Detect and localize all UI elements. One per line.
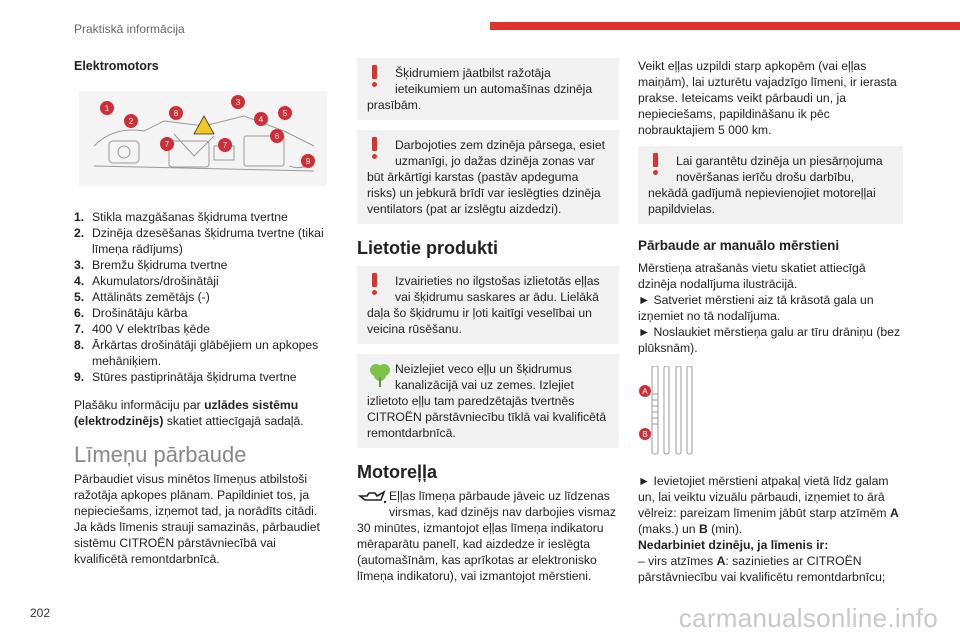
topup-para: Veikt eļļas uzpildi starp apkopēm (vai eļļas maiņām), lai uzturētu vajadzīgo līmeni, ir ierasta prakse. Ieteicams veikt pārbaudi un, ja nepieciešams, papildināšanu ik pēc nobrauktajiem 5 000 km. — [638, 59, 897, 137]
products-title: Lietotie produkti — [357, 238, 498, 258]
oil-check-text: Eļļas līmeņa pārbaude jāveic uz līdzenas virsmas, kad dzinējs nav darbojies vismaz 30 minūtes, izmantojot eļļas līmeņa indikatoru mēraparātu panelī, kad aizdedze ir ieslēgta (automašīnām, kas aprīkotas ar elektronisko līmeņa indikatoru), vai izmantojot mērstieni. — [357, 489, 616, 583]
badge-1: 1 — [104, 104, 110, 113]
dipstick-illustration — [638, 366, 708, 461]
list-item: 1. Stikla mazgāšanas šķidruma tvertne — [74, 210, 288, 224]
list-item: 6. Drošinātāju kārba — [74, 306, 188, 320]
watermark: carmanualsonline.info — [678, 603, 938, 633]
oil-can-icon — [357, 488, 389, 516]
header-accent-bar — [490, 22, 960, 30]
warning-icon — [367, 65, 395, 97]
mark-b-label: B — [642, 430, 648, 439]
eco-box — [357, 354, 619, 448]
list-item: 7. 400 V elektrības ķēde — [74, 322, 210, 336]
warning-text: Darbojoties zem dzinēja pārsega, esiet uzmanīgi, jo dažas dzinēja zonas var būt ārkārtīgi karstas (pastāv apdeguma risks) un jebkurā brīdī var ieslēgties dzinēja ventilators (pat ar izslēgtu aizdedzi). — [367, 138, 606, 216]
engine-heading: Elektromotors — [74, 59, 159, 73]
warning-box-fluids — [357, 58, 619, 120]
warning-box-additives — [638, 146, 903, 224]
eco-leaf-icon — [367, 361, 395, 393]
badge-3: 3 — [235, 98, 241, 107]
list-item: 3. Bremžu šķidruma tvertne — [74, 258, 228, 272]
dipstick-step-2: ► Noslaukiet mērstieņa galu ar tīru drāniņu (bez plūksnām). — [638, 325, 901, 355]
list-item: 9. Stūres pastiprinātāja šķidruma tvertne — [74, 370, 297, 384]
list-item: 2. Dzinēja dzesēšanas šķidruma tvertne (tikai līmeņa rādījums) — [74, 226, 324, 256]
badge-4: 4 — [258, 115, 264, 124]
badge-2: 2 — [128, 117, 134, 126]
badge-8: 8 — [173, 109, 179, 118]
badge-5: 5 — [282, 109, 288, 118]
list-item: 5. Attālināts zemētājs (-) — [74, 290, 210, 304]
warning-text: Izvairieties no ilgstošas izlietotās eļļas vai šķidrumu saskares ar ādu. Lielākā daļa šo šķidrumu ir ļoti kaitīgi veselībai un veicina rūsēšanu. — [367, 274, 600, 336]
dipstick-step-1: ► Satveriet mērstieni aiz tā krāsotā gala un izņemiet no tā nodalījuma. — [638, 293, 874, 323]
mark-a-label: A — [642, 387, 648, 396]
levels-para-2: Ja kāds līmenis strauji samazinās, pārbaudiet sistēmu CITROËN pārstāvniecībā vai kvalificētā remontdarbnīcā. — [74, 520, 320, 566]
levels-para-1: Pārbaudiet visus minētos līmeņus atbilstoši ražotāja apkopes plānam. Papildiniet tos, ja nepieciešams, izņemot tad, ja norādīts citādi. — [74, 472, 318, 518]
column-1 — [74, 58, 332, 567]
running-header: Praktiskā informācija — [74, 22, 185, 36]
page-number: 202 — [30, 606, 51, 620]
warning-box-hot — [357, 130, 619, 224]
column-3 — [638, 58, 903, 585]
dipstick-step-3: ► Ievietojiet mērstieni atpakaļ vietā līdz galam un, lai veiktu vizuālu pārbaudi, izņemiet to ārā vēlreiz: pareizam līmenim jābūt starp atzīmēm A (maks.) un B (min). — [638, 474, 899, 536]
oil-check-block — [357, 488, 619, 584]
eco-text: Neizlejiet veco eļļu un šķidrumus kanalizācijā vai uz zemes. Izlejiet izlietoto eļļu tam paredzētajās tvertnēs CITROËN pārstāvniecību tīklā vai kvalificētā remontdarbnīcā. — [367, 362, 607, 440]
badge-9: 9 — [305, 157, 311, 166]
dipstick-heading: Pārbaude ar manuālo mērstieni — [638, 238, 840, 253]
badge-6: 6 — [274, 132, 280, 141]
warning-text: Šķidrumiem jāatbilst ražotāja ieteikumiem un automašīnas dzinēja prasībām. — [367, 66, 593, 112]
levels-check-title: Līmeņu pārbaude — [74, 442, 247, 467]
warning-icon — [367, 137, 395, 169]
charging-reference: Plašāku informāciju par uzlādes sistēmu (elektrodzinējs) skatiet attiecīgajā sadaļā. — [74, 398, 304, 428]
badge-7b: 7 — [222, 141, 228, 150]
badge-7a: 7 — [164, 140, 170, 149]
column-2 — [357, 58, 619, 584]
dipstick-para: Mērstieņa atrašanās vietu skatiet attiecīgā dzinēja nodalījuma ilustrācijā. — [638, 261, 866, 291]
component-list — [74, 209, 332, 385]
list-item: 8. Ārkārtas drošinātāji glābējiem un apkopes mehāniķiem. — [74, 338, 319, 368]
warning-icon — [648, 153, 676, 185]
motor-oil-title: Motoreļļa — [357, 462, 438, 482]
list-item: 4. Akumulators/drošinātāji — [74, 274, 219, 288]
engine-diagram — [74, 86, 332, 191]
warning-text: Lai garantētu dzinēja un piesārņojuma novēršanas ierīču drošu darbību, nekādā gadījumā nepievienojiet motoreļļai papildvielas. — [648, 154, 883, 216]
bullet-above-a: – virs atzīmes A: sazinieties ar CITROËN pārstāvniecību vai kvalificētu remontdarbnīcu; — [638, 554, 886, 584]
do-not-run-heading: Nedarbiniet dzinēju, ja līmenis ir: — [638, 538, 829, 552]
warning-icon — [367, 273, 395, 305]
warning-box-skin — [357, 266, 619, 344]
